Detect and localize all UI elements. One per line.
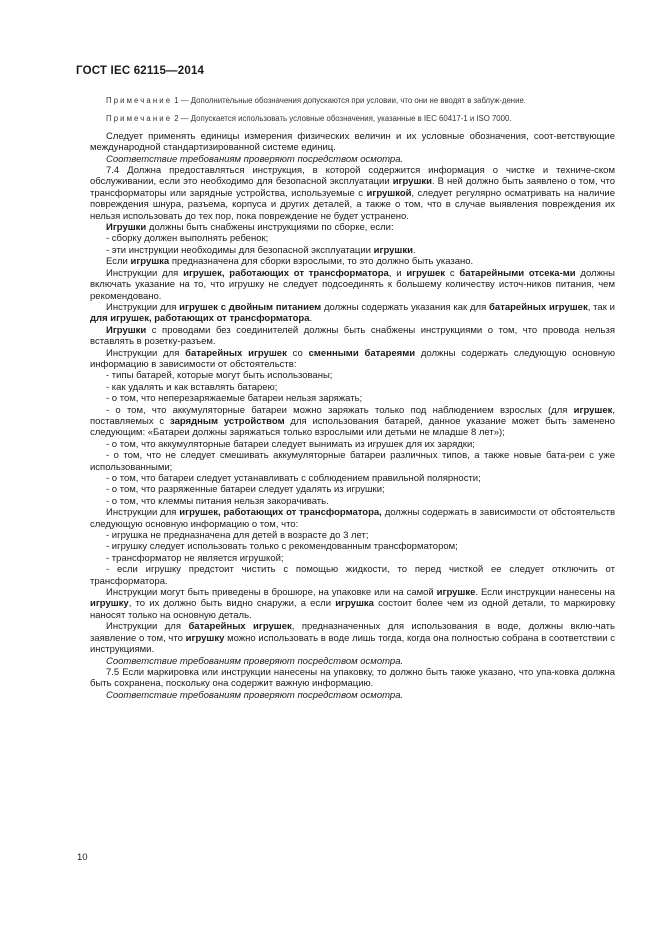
- text: - эти инструкции необходимы для безопасной эксплуатации: [106, 244, 374, 256]
- text: должны включать указание на то, что игрушку не следует подсоединять к большему количеству источ-ников питания, чем рекомендовано.: [90, 267, 616, 302]
- term: игрушка: [130, 256, 170, 268]
- text: .: [309, 313, 313, 325]
- paragraph: [90, 621, 615, 655]
- text: - типы батарей, которые могут быть использованы;: [106, 370, 333, 382]
- list-item: [90, 496, 615, 507]
- text: - о том, что аккумуляторные батареи можно заряжать только под наблюдением взрослых (для: [106, 404, 574, 416]
- list-item: [90, 382, 615, 393]
- term: игрушки: [392, 176, 432, 188]
- term: игрушки: [373, 244, 413, 256]
- term: игрушек, работающих от трансформатора: [183, 267, 389, 279]
- text: - о том, что батареи следует устанавливать с соблюдением правильной полярности;: [106, 473, 481, 484]
- text: - как удалять и как вставлять батарею;: [106, 381, 278, 393]
- list-item: [90, 233, 615, 244]
- text: должны содержать следующую основную информацию в зависимости от обстоятельств:: [90, 347, 615, 370]
- text: - о том, что не следует смешивать аккумуляторные батареи различных типов, а также новые бата-реи с уже использованными;: [90, 450, 615, 473]
- term: игрушек: [406, 267, 446, 279]
- list-item: [90, 484, 615, 495]
- list-item: [90, 405, 615, 439]
- text: Инструкции для: [106, 267, 184, 279]
- compliance-note: [90, 656, 615, 667]
- term: зарядным устройством: [170, 415, 285, 427]
- compliance-note: [90, 154, 615, 165]
- term: игрушек: [573, 404, 613, 416]
- text: Инструкции для: [106, 347, 186, 359]
- text: должны содержать указания как для: [321, 301, 490, 313]
- list-item: [90, 473, 615, 484]
- paragraph: [90, 348, 615, 371]
- term: батарейных игрушек: [185, 347, 287, 359]
- text: с: [445, 267, 460, 279]
- text: 7.4 Должна предоставляться инструкция, в которой содержится информация о чистке и техниче-ском обслуживании, если это необходимо для безопасной эксплуатации: [90, 165, 615, 188]
- text: - сборку должен выполнять ребенок;: [106, 233, 269, 245]
- paragraph: [90, 507, 615, 530]
- text: .: [412, 244, 416, 256]
- note-label: Примечание: [106, 96, 173, 105]
- term: батарейными отсека-ми: [459, 267, 576, 279]
- text: Инструкции могут быть приведены в брошюре, на упаковке или на самой: [106, 587, 437, 599]
- text: , то их должно быть видно снаружи, а если: [128, 598, 336, 610]
- list-item: [90, 553, 615, 564]
- text: - игрушка не предназначена для детей в возрасте до 3 лет;: [106, 530, 369, 542]
- list-item: [90, 530, 615, 541]
- term: игрушка: [335, 598, 374, 610]
- term: сменными батареями: [308, 347, 416, 359]
- clause-7-4: [90, 165, 615, 222]
- text: Соответствие требованиям проверяют посредством осмотра.: [106, 689, 404, 701]
- text: Следует применять единицы измерения физических величин и их условные обозначения, соот-ветствующие международной стандартизированной системе единиц.: [90, 130, 615, 154]
- text: 7.5 Если маркировка или инструкции нанесены на упаковку, то должно быть также указано, что упа-ковка должна быть сохранена, поскольку она содержит важную информацию.: [90, 666, 615, 690]
- text: - о том, что неперезаряжаемые батареи нельзя заряжать;: [106, 393, 363, 405]
- term: батарейных игрушек: [489, 301, 588, 313]
- document-body: [90, 96, 615, 701]
- text: , поставляемых с: [90, 404, 615, 427]
- text: - игрушку следует использовать только с рекомендованным трансформатором;: [106, 541, 458, 553]
- text: - трансформатор не является игрушкой;: [106, 552, 284, 564]
- list-item: [90, 245, 615, 256]
- list-item: [90, 541, 615, 552]
- list-item: [90, 450, 615, 473]
- text: , так и: [587, 301, 615, 313]
- clause-7-5: [90, 667, 615, 690]
- paragraph: [90, 325, 615, 348]
- text: с проводами без соединителей должны быть снабжены инструкциями о том, что провода нельзя вставлять в розетку-разъем.: [90, 324, 615, 348]
- paragraph: [90, 256, 615, 267]
- text: - о том, что аккумуляторные батареи следует вынимать из игрушек для их зарядки;: [106, 438, 475, 450]
- text: . В ней должно быть заявлено о том, что трансформаторы или зарядные устройства, используемые с: [90, 176, 615, 199]
- text: должны содержать в зависимости от обстоятельств следующую основную информацию о том, что:: [90, 507, 616, 530]
- text: Инструкции для: [106, 301, 180, 313]
- text: Инструкции для: [106, 621, 189, 633]
- term: Игрушки: [106, 324, 147, 336]
- paragraph: [90, 131, 615, 154]
- term: игрушкой: [366, 187, 412, 199]
- text: должны быть снабжены инструкциями по сборке, если:: [146, 222, 394, 234]
- text: со: [286, 347, 309, 359]
- list-item: [90, 439, 615, 450]
- term: для игрушек, работающих от трансформатора: [90, 313, 310, 325]
- note-text: 2 — Допускается использовать условные обозначения, указанные в IEC 60417-1 и ISO 7000.: [172, 114, 512, 124]
- text: - о том, что разряженные батареи следует удалять из игрушки;: [106, 484, 385, 496]
- text: - о том, что клеммы питания нельзя закорачивать.: [106, 495, 329, 507]
- compliance-note: [90, 690, 615, 701]
- document-header: ГОСТ IEC 62115—2014: [76, 65, 205, 77]
- text: Соответствие требованиям проверяют посредством осмотра.: [106, 153, 404, 165]
- note-2: [90, 114, 615, 124]
- text: Инструкции для: [106, 507, 180, 519]
- text: , следует регулярно осматривать на наличие повреждения шнура, разъема, корпуса и других деталей, а также о том, что в случае выявления повреждения их нельзя использовать до тех пор, пока повреждение не будет устранено.: [90, 187, 615, 222]
- term: батарейных игрушек: [188, 621, 292, 633]
- term: игрушку: [185, 632, 225, 644]
- list-item: [90, 370, 615, 381]
- text: , и: [388, 267, 407, 279]
- text: , предназначенных для использования в воде, должны вклю-чать заявление о том, что: [90, 621, 615, 644]
- paragraph: [90, 587, 615, 621]
- text: . Если инструкции нанесены на: [475, 587, 616, 599]
- paragraph: [90, 268, 615, 302]
- note-1: [90, 96, 615, 106]
- note-label: Примечание: [106, 114, 173, 124]
- paragraph: [90, 302, 615, 325]
- text: Соответствие требованиям проверяют посредством осмотра.: [106, 655, 404, 667]
- term: Игрушки: [106, 222, 147, 234]
- text: состоит более чем из одной детали, то маркировку наносят только на основную деталь.: [90, 598, 615, 621]
- text: - если игрушку предстоит чистить с помощью жидкости, то перед чисткой ее следует отключить от трансформатора.: [90, 564, 615, 587]
- term: игрушек, работающих от трансформатора,: [179, 507, 382, 519]
- text: можно использовать в воде лишь тогда, когда она полностью собрана в соответствии с инструкциями.: [90, 632, 615, 656]
- paragraph: [90, 222, 615, 233]
- text: предназначена для сборки взрослыми, то это должно быть указано.: [169, 256, 474, 268]
- term: игрушку: [90, 598, 129, 610]
- term: игрушке: [436, 587, 476, 599]
- text: Если: [106, 256, 131, 268]
- text: для использования батарей, данное указание может быть заменено следующим: «Батареи должны заряжаться только взрослыми или детьми не младше 8 лет»);: [90, 415, 615, 439]
- term: игрушек с двойным питанием: [179, 301, 322, 313]
- page-number: 10: [77, 852, 88, 863]
- note-text: 1 — Дополнительные обозначения допускаются при условии, что они не вводят в заблуж-дение.: [172, 96, 526, 105]
- list-item: [90, 564, 615, 587]
- list-item: [90, 393, 615, 404]
